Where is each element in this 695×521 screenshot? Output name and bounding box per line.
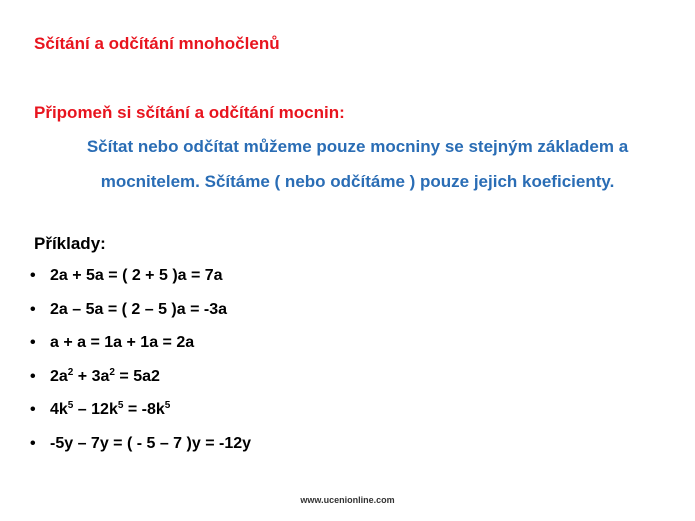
- example-expression: $4k^5 - 12k^5 = -8k^5$: [50, 400, 171, 418]
- exponent: 2: [109, 366, 115, 378]
- rule-text-line-1: Sčítat nebo odčítat můžeme pouze mocniny se stejným základem a: [86, 137, 629, 156]
- example-expression: 2a – 5a = ( 2 – 5 )a = -3a: [50, 300, 228, 318]
- bullet-icon: •: [30, 334, 36, 351]
- example-expression: -5y – 7y = ( - 5 – 7 )y = -12y: [50, 434, 252, 452]
- example-expression: 2a + 5a = ( 2 + 5 )a = 7a: [50, 267, 223, 284]
- exponent: 2: [67, 366, 74, 378]
- bullet-icon: •: [30, 267, 36, 284]
- example-expression: $2a^2 + 3a^2 = 5a2$: [50, 366, 160, 385]
- bullet-icon: •: [30, 367, 36, 385]
- example-expression: a + a = 1a + 1a = 2a: [50, 334, 195, 351]
- bullet-icon: •: [30, 434, 36, 452]
- bullet-icon: •: [30, 401, 36, 418]
- exponent: 5: [117, 400, 124, 411]
- exponent: 5: [67, 400, 74, 411]
- bullet-icon: •: [30, 300, 36, 318]
- footer-url: www.ucenionline.com: [300, 495, 395, 505]
- page-title: Sčítání a odčítání mnohočlenů: [34, 34, 280, 53]
- exponent: 5: [164, 400, 171, 411]
- rule-text-line-2: mocnitelem. Sčítáme ( nebo odčítáme ) pouze jejich koeficienty.: [100, 172, 615, 191]
- examples-heading: Příklady:: [34, 234, 106, 253]
- reminder-heading: Připomeň si sčítání a odčítání mocnin:: [34, 103, 345, 122]
